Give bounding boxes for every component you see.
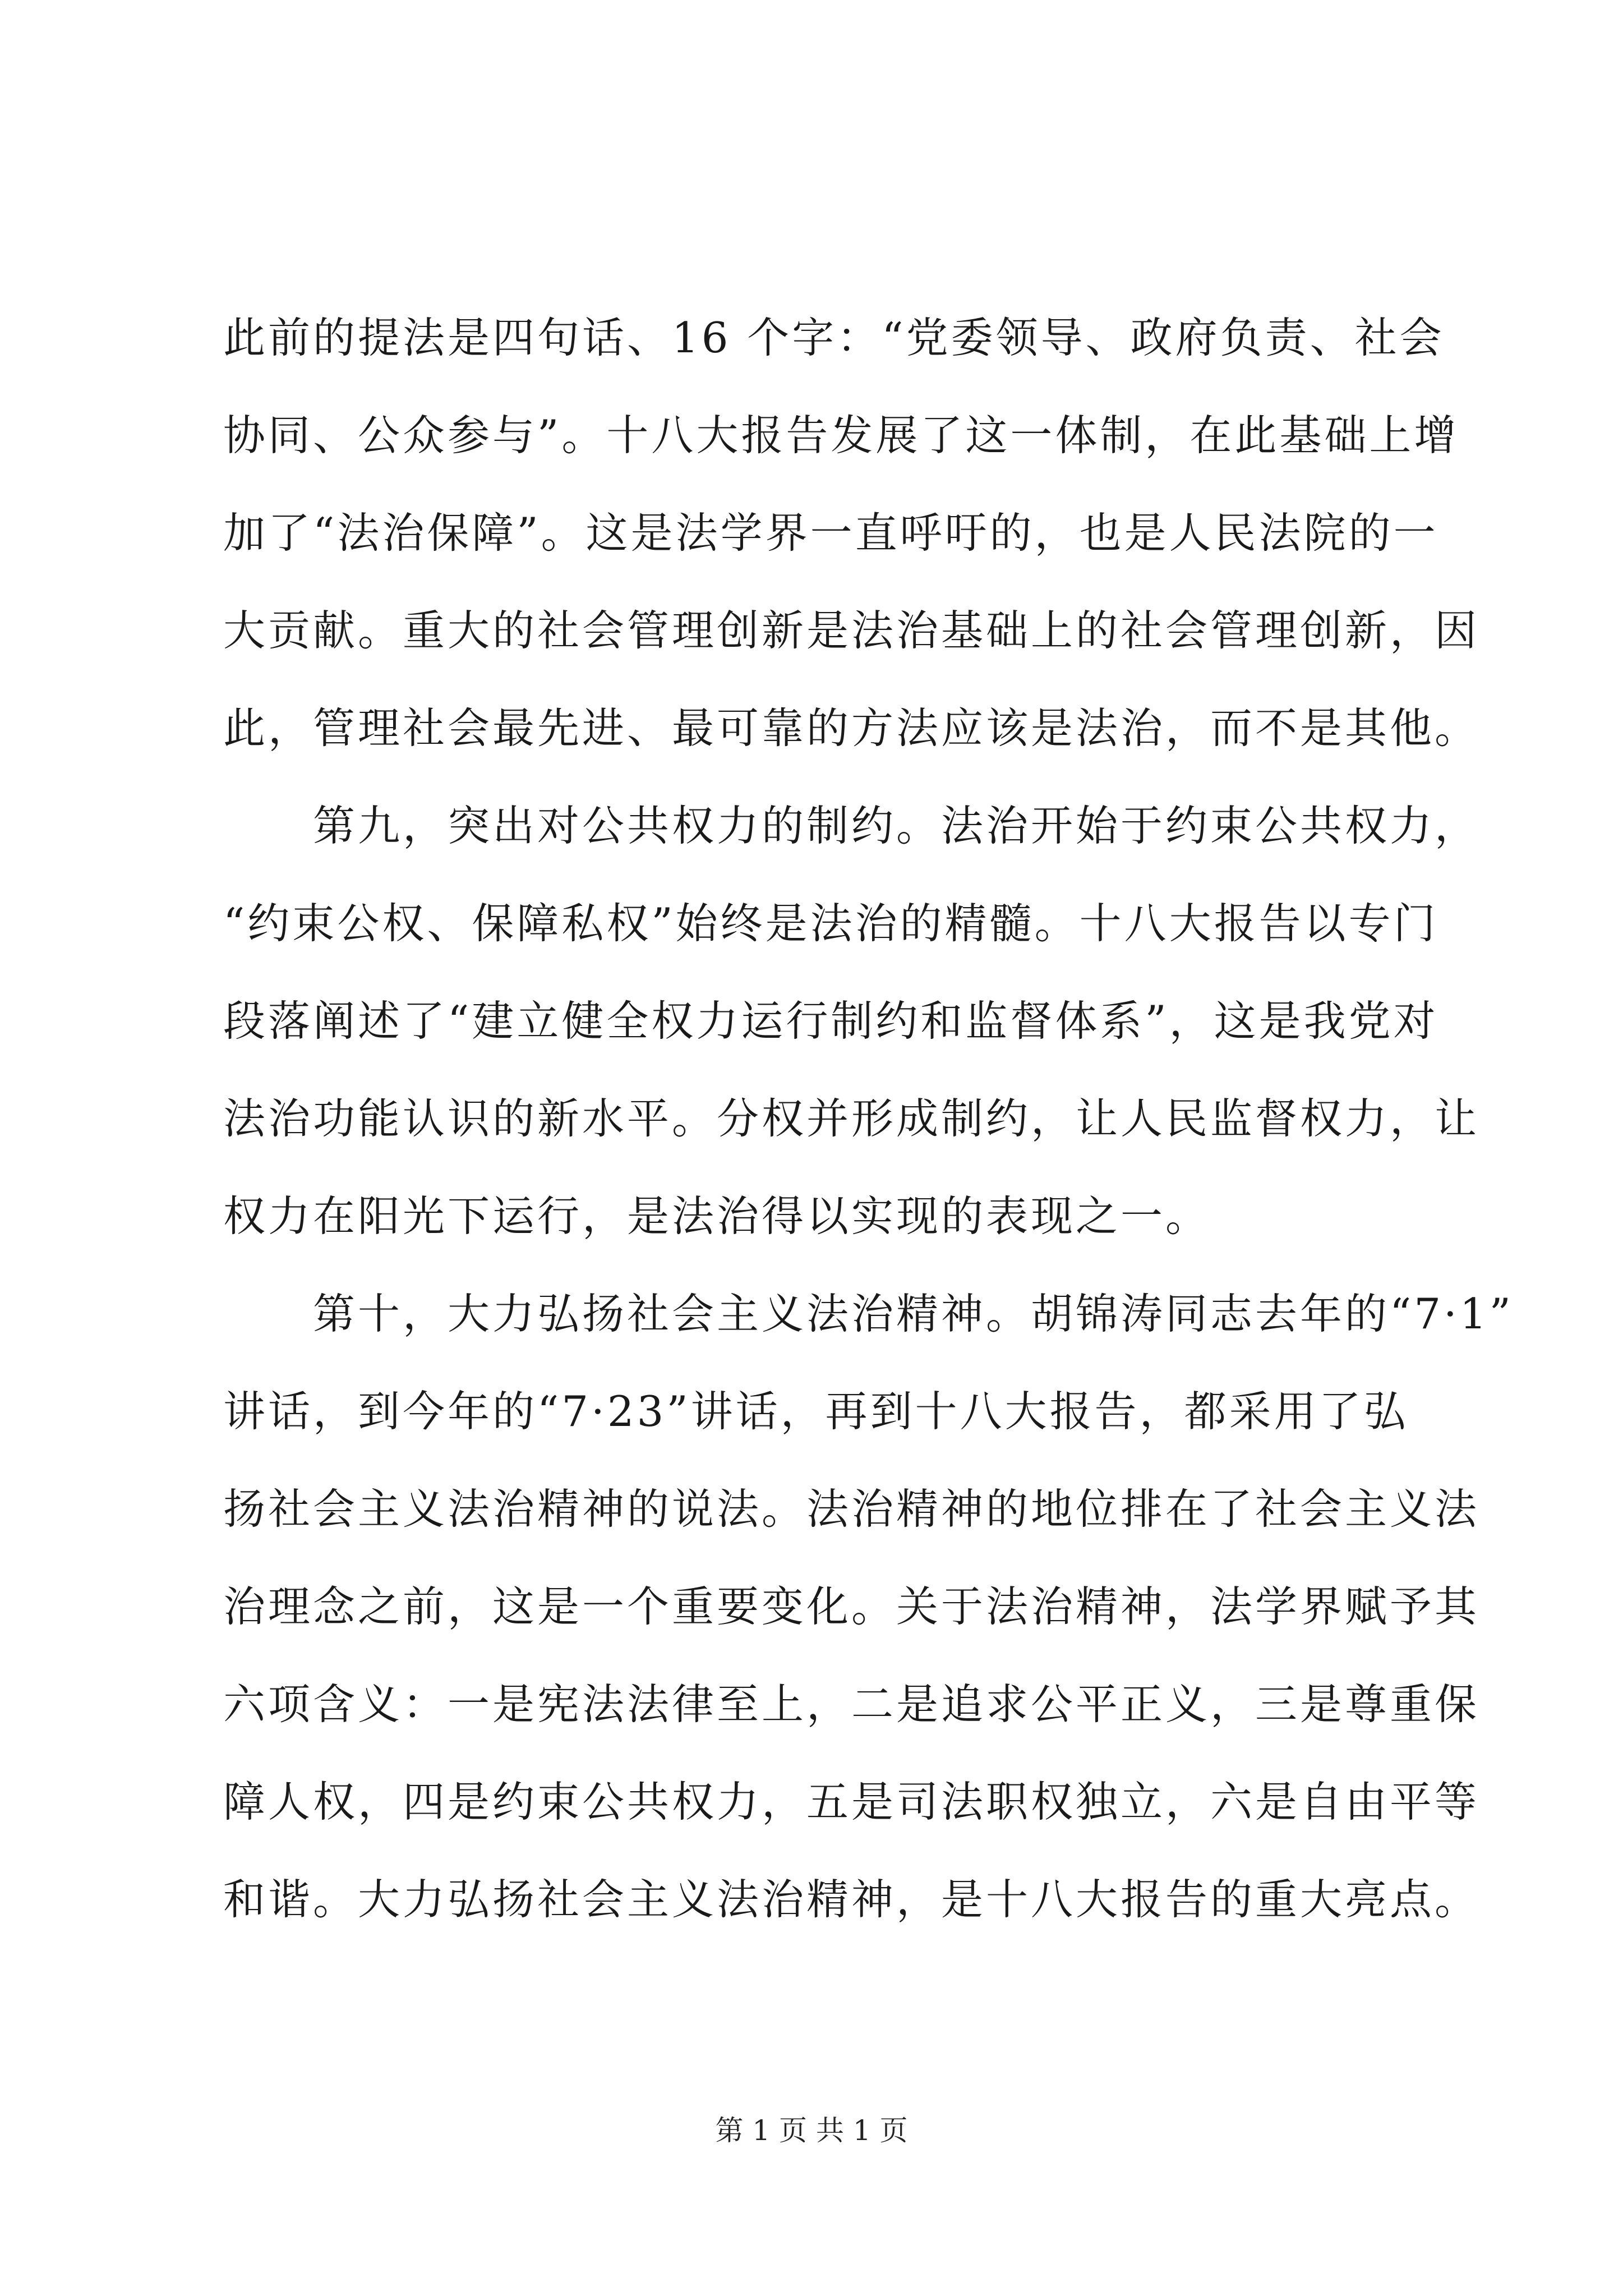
body-text	[223, 289, 1514, 1948]
text-line: 加了“法治保障”。这是法学界一直呼吁的，也是人民法院的一	[223, 508, 1438, 558]
text-line: 讲话，到今年的“7·23”讲话，再到十八大报告，都采用了弘	[223, 1387, 1409, 1436]
text-line: 和谐。大力弘扬社会主义法治精神，是十八大报告的重大亮点。	[223, 1875, 1480, 1924]
text-line: 此，管理社会最先进、最可靠的方法应该是法治，而不是其他。	[223, 703, 1480, 753]
paragraph-1	[223, 289, 1480, 777]
text-line: 治理念之前，这是一个重要变化。关于法治精神，法学界赋予其	[223, 1582, 1480, 1631]
text-line: 大贡献。重大的社会管理创新是法治基础上的社会管理创新，因	[223, 606, 1480, 655]
text-line: 段落阐述了“建立健全权力运行制约和监督体系”，这是我党对	[223, 996, 1438, 1046]
text-line: 第十，大力弘扬社会主义法治精神。胡锦涛同志去年的“7·1”	[223, 1289, 1514, 1338]
text-line: 协同、公众参与”。十八大报告发展了这一体制，在此基础上增	[223, 411, 1459, 460]
text-line: 第九，突出对公共权力的制约。法治开始于约束公共权力，	[223, 801, 1480, 850]
text-line: 法治功能认识的新水平。分权并形成制约，让人民监督权力，让	[223, 1094, 1480, 1143]
paragraph-2	[223, 777, 1480, 1265]
text-line: 扬社会主义法治精神的说法。法治精神的地位排在了社会主义法	[223, 1484, 1480, 1534]
text-line: “约束公权、保障私权”始终是法治的精髓。十八大报告以专门	[223, 899, 1438, 948]
text-line: 权力在阳光下运行，是法治得以实现的表现之一。	[223, 1191, 1211, 1241]
text-line: 六项含义：一是宪法法律至上，二是追求公平正义，三是尊重保	[223, 1680, 1480, 1729]
page-number: 第 1 页 共 1 页	[715, 2114, 908, 2147]
text-line: 障人权，四是约束公共权力，五是司法职权独立，六是自由平等	[223, 1777, 1480, 1826]
paragraph-3	[223, 1265, 1514, 1948]
text-line: 此前的提法是四句话、16 个字：“党委领导、政府负责、社会	[223, 313, 1445, 362]
page-footer	[0, 2114, 1623, 2147]
